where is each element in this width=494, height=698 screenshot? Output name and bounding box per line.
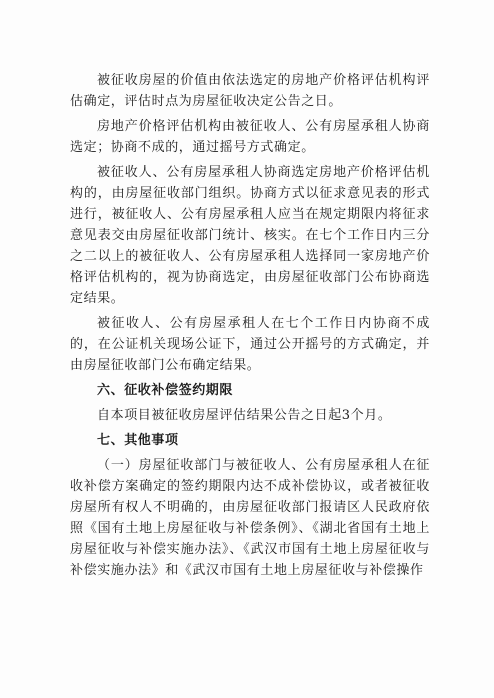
document-body <box>70 70 430 585</box>
paragraph-agency-selection: 房地产价格评估机构由被征收人、公有房屋承租人协商选定；协商不成的，通过摇号方式确定。 <box>70 119 430 155</box>
section-heading-signing-period: 六、征收补偿签约期限 <box>97 383 234 398</box>
paragraph-lottery: 被征收人、公有房屋承租人在七个工作日内协商不成的，在公证机关现场公证下，通过公开摇号的方式确定，并由房屋征收部门公布确定结果。 <box>70 316 430 373</box>
paragraph-negotiation-process: 被征收人、公有房屋承租人协商选定房地产价格评估机构的，由房屋征收部门组织。协商方式以征求意见表的形式进行，被征收人、公有房屋承租人应当在规定期限内将征求意见表交由房屋征收部门统计、核实。在七个工作日内三分之二以上的被征收人、公有房屋承租人选择同一家房地产价格评估机构的，视为协商选定，由房屋征收部门公布协商选定结果。 <box>70 165 430 306</box>
paragraph-other-matters-1: （一）房屋征收部门与被征收人、公有房屋承租人在征收补偿方案确定的签约期限内达不成补偿协议，或者被征收房屋所有权人不明确的，由房屋征收部门报请区人民政府依照《国有土地上房屋征收与补偿条例》、《湖北省国有土地上房屋征收与补偿实施办法》、《武汉市国有土地上房屋征收与补偿实施办法》和《武汉市国有土地上房屋征收与补偿操作 <box>70 458 430 578</box>
section-heading-other-matters: 七、其他事项 <box>97 433 179 448</box>
paragraph-signing-period: 自本项目被征收房屋评估结果公告之日起3个月。 <box>97 408 392 423</box>
paragraph-valuation: 被征收房屋的价值由依法选定的房地产价格评估机构评估确定，评估时点为房屋征收决定公告之日。 <box>70 73 430 109</box>
